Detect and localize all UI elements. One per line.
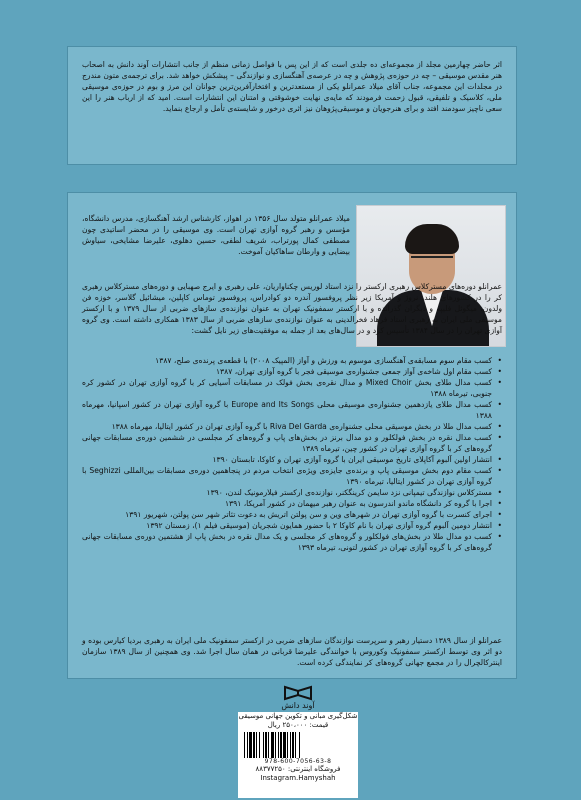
list-item: • مسترکلاس نوازندگی تیمپانی نزد سایمن کرینگکنر، نوازنده‌ی ارکستر فیلارمونیک لندن، ۱۳۹۰ bbox=[82, 487, 502, 498]
isbn: 978-600-7056-63-8 bbox=[264, 758, 332, 765]
list-item: • کسب مدال طلا در بخش موسیقی محلی جشنواره‌ی Riva Del Garda با گروه آوازی تهران در کشور ایتالیا، مهرماه ۱۳۸۸ bbox=[82, 421, 502, 432]
achievement-list bbox=[82, 355, 502, 553]
list-item: • کسب مدال نقره در بخش فولکلور و دو مدال برنز در بخش‌های پاپ و گروه‌های کر مجلسی در ششمین دوره‌ی مسابقات جهانی گروه‌های کر با گروه آوازی تهران در کشور چین، تیرماه ۱۳۸۹ bbox=[82, 432, 502, 454]
barcode-icon bbox=[244, 732, 352, 758]
list-item: • کسب مقام سوم مسابقه‌ی آهنگسازی موسوم به ورزش و آواز (المپیک ۲۰۰۸) با قطعه‌ی پرنده‌ی صلح، ۱۳۸۷ bbox=[82, 355, 502, 366]
list-item: • کسب دو مدال طلا در بخش‌های فولکلور و گروه‌های کر مجلسی و یک مدال نقره در بخش پاپ از هشتمین دوره‌ی مسابقات جهانی گروه‌های کر با گروه آوازی تهران در کشور لتونی، تیرماه ۱۳۹۳ bbox=[82, 531, 502, 553]
book-logo-icon bbox=[283, 685, 313, 701]
closing-paragraph: عمرانلو از سال ۱۳۸۹ دستیار رهبر و سرپرست نوازندگان سازهای ضربی در ارکستر سمفونیک ملی ایران به رهبری بردیا کیارس بوده و دو اثر وی توسط ارکستر سمفونیک وکوروس با خوانندگی علیرضا قربانی در همان سال اجرا شد. وی همچنین از سال ۱۳۸۹ سازمان اینترکالچرال را در مجمع جهانی گروه‌های کر نمایندگی کرده است. bbox=[82, 636, 502, 667]
list-item: • کسب مقام اول شاخه‌ی آواز جمعی جشنواره‌ی موسیقی فجر با گروه آوازی تهران، ۱۳۸۷ bbox=[82, 366, 502, 377]
footer-line-1: فروشگاه اینترنتی: ۸۸۳۷۷۲۵۰ bbox=[255, 765, 341, 773]
bio-paragraph: میلاد عمرانلو متولد سال ۱۳۵۶ در اهواز، کارشناس ارشد آهنگسازی، مدرس دانشگاه، مؤسس و رهبر گروه آوازی تهران است. وی موسیقی را در محضر اساتیدی چون مصطفی کمال پورتراب، شریف لطفی، حسین دهلوی، علیرضا مشایخی، سیاوش بیضایی و وارطان ساهاکیان آموخت. bbox=[82, 214, 350, 256]
tagline: شکل‌گیری مبانی و تکوین جهانی موسیقی bbox=[238, 712, 358, 720]
intro-panel bbox=[67, 46, 517, 165]
list-item: • کسب مدال طلای بخش Mixed Choir و مدال نقره‌ی بخش فولک در مسابقات آسیایی کر با گروه آوازی تهران در کشور کره جنوبی، تیرماه ۱۳۸۸ bbox=[82, 377, 502, 399]
footer-line-2: Instagram.Hamyshah bbox=[260, 774, 336, 782]
list-item: • انتشار دومین آلبوم گروه آوازی تهران با نام کاوکا ۲ با حضور همایون شجریان (موسیقی فیلم ۱)، زمستان ۱۳۹۲ bbox=[82, 520, 502, 531]
list-item: • کسب مدال طلای یازدهمین جشنواره‌ی موسیقی محلی Europe and Its Songs با گروه آوازی تهران در کشور اسپانیا، مهرماه ۱۳۸۸ bbox=[82, 399, 502, 421]
intro-paragraph: اثر حاضر چهارمین مجلد از مجموعه‌ای ده جلدی است که از این پس با فواصل زمانی منظم از جانب انتشارات آوند دانش به اصحاب هنر مقدس موسیقی – چه در حوزه‌ی پژوهش و چه در عرصه‌ی آهنگسازی و نوازندگی – پیشکش خواهد شد. برای ترجمه‌ی متون مندرج در مجلدات این مجموعه، جناب آقای میلاد عمرانلو یکی از مستعدترین و افتخارآفرین‌ترین جوانان این مرز و بوم در حوزه‌ی موسیقی ملی، کلاسیک و تلفیقی، قبول زحمت فرمودند که مایه‌ی نهایت خوشوقتی و امتنان این انتشارات است. امید که از ارباب هنر را این سعی ناچیز سودمند افتد و برای هنرجویان و موسیقی‌پژوهان نیز اثری درخور و شایسته‌ی تأمل و ارجاع بنماید. bbox=[82, 60, 502, 113]
publisher-name: آوند دانش bbox=[281, 701, 315, 710]
list-item: • انتشار اولین آلبوم آکاپلای تاریخ موسیقی ایران با گروه آوازی تهران و کاوکا، تابستان ۱۳۹۰ bbox=[82, 454, 502, 465]
bio-paragraph-2: عمرانلو دوره‌های مسترکلاس رهبری ارکستر را نزد استاد لوریس چکناواریان، علی رهبری و ایرج صهبایی و دوره‌های مسترکلاس رهبری کر را در کشورهای هلند، نروژ و آمریکا زیر نظر پروفسور آندره دو کوادراس، پروفسور توماس کاپلین، میشائیل گلاسر، خوزه فن ولدون، میگوئل فلیپه و دیگران گذرانده و با ارکستر سمفونیک تهران به عنوان نوازنده‌ی سازهای ضربی از سال ۱۳۷۹ و با ارکستر موسیقی ملی ایران به رهبری استاد فرهاد فخرالدینی به عنوان نوازنده‌ی سازهای ضربی از سال ۱۳۸۳ همکاری داشته است. وی گروه آوازی تهران را در سال ۱۳۸۴ تأسیس کرد و در سال‌های بعد از جمله به موفقیت‌های زیر نایل گشت: bbox=[82, 282, 503, 335]
list-item: • اجرای کنسرت با گروه آوازی تهران در شهرهای وین و سن پولتن اتریش به دعوت تئاتر شهر سن پولتن، شهریور ۱۳۹۱ bbox=[82, 509, 502, 520]
list-item: • کسب مقام دوم بخش موسیقی پاپ و برنده‌ی جایزه‌ی ویژه‌ی انتخاب مردم در پنجاهمین دوره‌ی مسابقات بین‌المللی Seghizzi با گروه آوازی تهران در کشور ایتالیا، تیرماه ۱۳۹۰ bbox=[82, 465, 502, 487]
barcode-label bbox=[238, 712, 358, 798]
publisher-logo bbox=[276, 685, 320, 711]
price: قیمت: ۲۵۰،۰۰۰ ریال bbox=[267, 721, 329, 729]
list-item: • اجرا با گروه کر دانشگاه ماندو اندرسون به عنوان رهبر میهمان در کشور آمریکا، ۱۳۹۱ bbox=[82, 498, 502, 509]
bio-panel bbox=[67, 192, 517, 679]
